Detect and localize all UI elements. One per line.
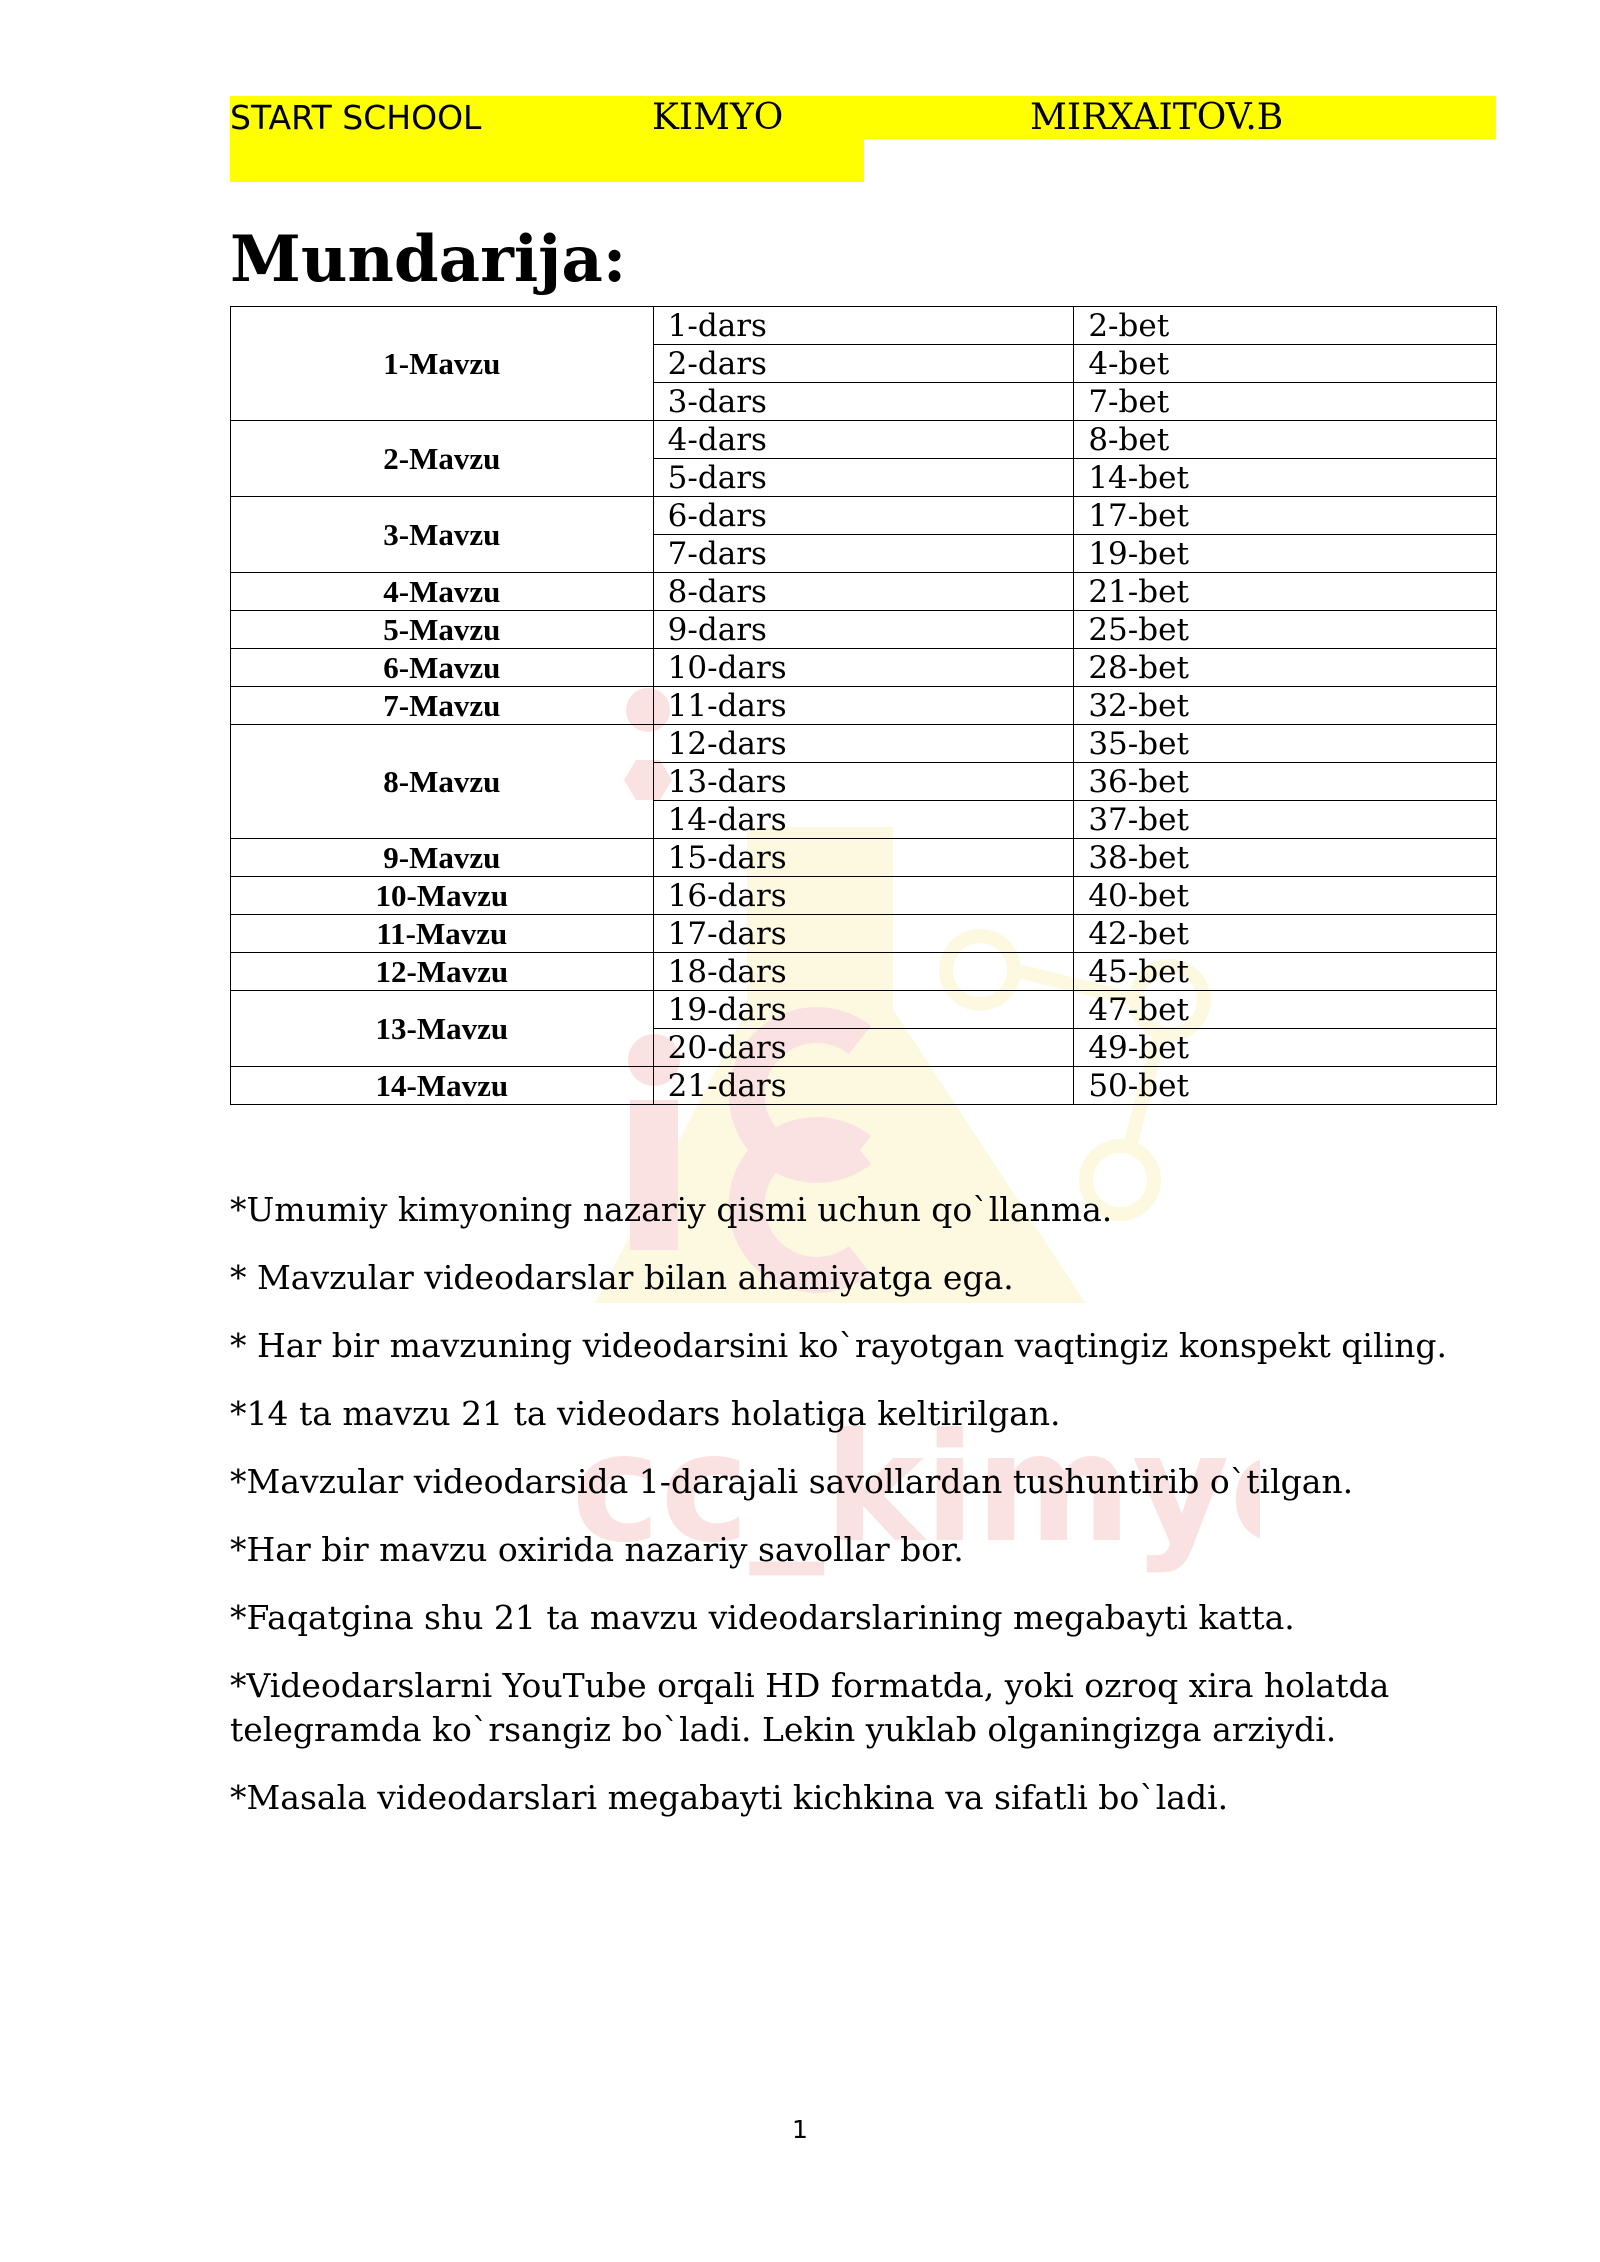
topic-cell: 9-Mavzu bbox=[231, 839, 654, 877]
lesson-cell: 17-dars bbox=[653, 915, 1074, 953]
page-ref-cell: 42-bet bbox=[1074, 915, 1497, 953]
lesson-cell: 3-dars bbox=[653, 383, 1074, 421]
page-ref-cell: 28-bet bbox=[1074, 649, 1497, 687]
table-row bbox=[231, 1067, 1497, 1105]
lesson-cell: 6-dars bbox=[653, 497, 1074, 535]
topic-cell: 14-Mavzu bbox=[231, 1067, 654, 1105]
table-row bbox=[231, 953, 1497, 991]
topic-cell: 12-Mavzu bbox=[231, 953, 654, 991]
header-author: MIRXAITOV.B bbox=[1030, 97, 1284, 138]
page-ref-cell: 8-bet bbox=[1074, 421, 1497, 459]
lesson-cell: 15-dars bbox=[653, 839, 1074, 877]
toc-body bbox=[231, 307, 1497, 1105]
header-subject: KIMYO bbox=[652, 97, 784, 138]
page-ref-cell: 47-bet bbox=[1074, 991, 1497, 1029]
page-ref-cell: 38-bet bbox=[1074, 839, 1497, 877]
lesson-cell: 7-dars bbox=[653, 535, 1074, 573]
topic-cell: 2-Mavzu bbox=[231, 421, 654, 497]
lesson-cell: 13-dars bbox=[653, 763, 1074, 801]
table-row bbox=[231, 497, 1497, 535]
topic-cell: 13-Mavzu bbox=[231, 991, 654, 1067]
topic-cell: 10-Mavzu bbox=[231, 877, 654, 915]
page-ref-cell: 40-bet bbox=[1074, 877, 1497, 915]
notes-list bbox=[230, 1188, 1500, 1844]
topic-cell: 6-Mavzu bbox=[231, 649, 654, 687]
page-ref-cell: 36-bet bbox=[1074, 763, 1497, 801]
topic-cell: 3-Mavzu bbox=[231, 497, 654, 573]
lesson-cell: 19-dars bbox=[653, 991, 1074, 1029]
page-ref-cell: 45-bet bbox=[1074, 953, 1497, 991]
lesson-cell: 2-dars bbox=[653, 345, 1074, 383]
lesson-cell: 8-dars bbox=[653, 573, 1074, 611]
page-ref-cell: 37-bet bbox=[1074, 801, 1497, 839]
note-item: *Masala videodarslari megabayti kichkina va sifatli bo`ladi. bbox=[230, 1778, 1229, 1817]
table-row bbox=[231, 915, 1497, 953]
lesson-cell: 4-dars bbox=[653, 421, 1074, 459]
lesson-cell: 1-dars bbox=[653, 307, 1074, 345]
header-highlight-lower bbox=[230, 139, 864, 182]
topic-cell: 7-Mavzu bbox=[231, 687, 654, 725]
note-item: *Har bir mavzu oxirida nazariy savollar bor. bbox=[230, 1530, 964, 1569]
lesson-cell: 16-dars bbox=[653, 877, 1074, 915]
lesson-cell: 14-dars bbox=[653, 801, 1074, 839]
table-row bbox=[231, 649, 1497, 687]
lesson-cell: 9-dars bbox=[653, 611, 1074, 649]
page-ref-cell: 25-bet bbox=[1074, 611, 1497, 649]
table-of-contents bbox=[230, 306, 1497, 1105]
lesson-cell: 18-dars bbox=[653, 953, 1074, 991]
table-row bbox=[231, 421, 1497, 459]
page-title: Mundarija: bbox=[230, 222, 627, 297]
table-row bbox=[231, 839, 1497, 877]
page-number: 1 bbox=[792, 2115, 808, 2144]
lesson-cell: 20-dars bbox=[653, 1029, 1074, 1067]
page-ref-cell: 14-bet bbox=[1074, 459, 1497, 497]
note-item: * Har bir mavzuning videodarsini ko`rayotgan vaqtingiz konspekt qiling. bbox=[230, 1326, 1447, 1365]
page-ref-cell: 19-bet bbox=[1074, 535, 1497, 573]
table-row bbox=[231, 687, 1497, 725]
topic-cell: 1-Mavzu bbox=[231, 307, 654, 421]
page-ref-cell: 49-bet bbox=[1074, 1029, 1497, 1067]
topic-cell: 8-Mavzu bbox=[231, 725, 654, 839]
lesson-cell: 12-dars bbox=[653, 725, 1074, 763]
topic-cell: 5-Mavzu bbox=[231, 611, 654, 649]
page-ref-cell: 21-bet bbox=[1074, 573, 1497, 611]
page-ref-cell: 35-bet bbox=[1074, 725, 1497, 763]
page-ref-cell: 32-bet bbox=[1074, 687, 1497, 725]
topic-cell: 11-Mavzu bbox=[231, 915, 654, 953]
lesson-cell: 5-dars bbox=[653, 459, 1074, 497]
page-ref-cell: 7-bet bbox=[1074, 383, 1497, 421]
note-item: *14 ta mavzu 21 ta videodars holatiga keltirilgan. bbox=[230, 1394, 1061, 1433]
watermark-text: cc_kimy bbox=[571, 1402, 1230, 1576]
table-row bbox=[231, 573, 1497, 611]
table-row bbox=[231, 725, 1497, 763]
note-item: *Umumiy kimyoning nazariy qismi uchun qo`llanma. bbox=[230, 1190, 1113, 1229]
table-row bbox=[231, 611, 1497, 649]
note-item: *Videodarslarni YouTube orqali HD formatda, yoki ozroq xira holatda telegramda ko`rsangiz bo`ladi. Lekin yuklab olganingizga arziydi. bbox=[230, 1666, 1390, 1749]
lesson-cell: 11-dars bbox=[653, 687, 1074, 725]
topic-cell: 4-Mavzu bbox=[231, 573, 654, 611]
table-row bbox=[231, 877, 1497, 915]
note-item: * Mavzular videodarslar bilan ahamiyatga ega. bbox=[230, 1258, 1014, 1297]
page-ref-cell: 50-bet bbox=[1074, 1067, 1497, 1105]
table-row bbox=[231, 307, 1497, 345]
page-ref-cell: 17-bet bbox=[1074, 497, 1497, 535]
lesson-cell: 21-dars bbox=[653, 1067, 1074, 1105]
note-item: *Mavzular videodarsida 1-darajali savollardan tushuntirib o`tilgan. bbox=[230, 1462, 1354, 1501]
page-ref-cell: 2-bet bbox=[1074, 307, 1497, 345]
table-row bbox=[231, 991, 1497, 1029]
note-item: *Faqatgina shu 21 ta mavzu videodarslarining megabayti katta. bbox=[230, 1598, 1295, 1637]
page-ref-cell: 4-bet bbox=[1074, 345, 1497, 383]
lesson-cell: 10-dars bbox=[653, 649, 1074, 687]
header-school: START SCHOOL bbox=[230, 98, 482, 137]
